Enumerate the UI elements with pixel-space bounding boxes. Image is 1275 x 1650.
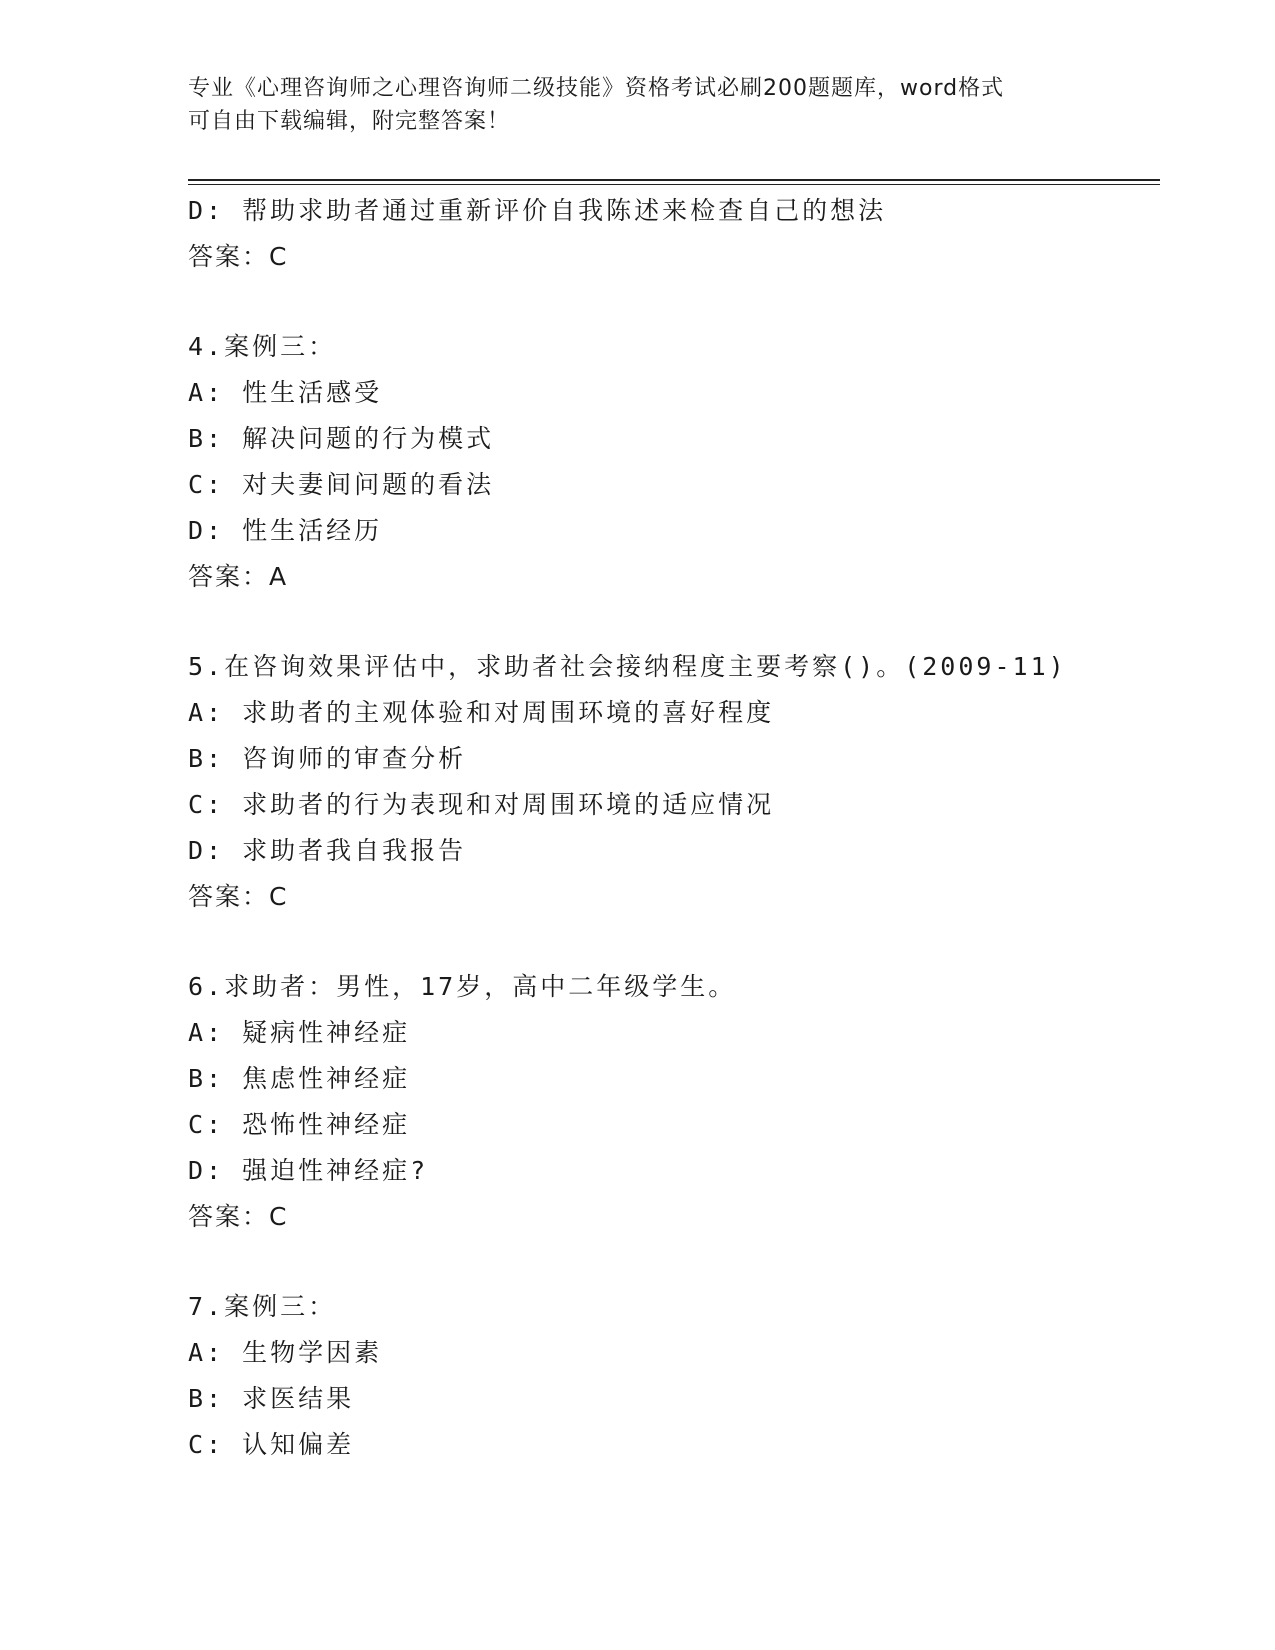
option-d: D: 求助者我自我报告 [188,836,467,865]
option-c: C: 求助者的行为表现和对周围环境的适应情况 [188,790,775,819]
option-a: A: 生物学因素 [188,1338,383,1367]
answer: 答案：A [188,562,289,591]
option-a: A: 性生活感受 [188,378,383,407]
option-a: A: 疑病性神经症 [188,1018,411,1047]
question-5 [188,644,1148,920]
question-stem: 6.求助者：男性，17岁，高中二年级学生。 [188,972,737,1001]
option-c: C: 对夫妻间问题的看法 [188,470,495,499]
header-divider-thick [188,179,1160,181]
option-c: C: 恐怖性神经症 [188,1110,411,1139]
option-d: D: 性生活经历 [188,516,383,545]
option-b: B: 求医结果 [188,1384,355,1413]
question-stem: 7.案例三： [188,1292,337,1321]
question-stem: 4.案例三： [188,332,337,361]
header-line-2: 可自由下载编辑，附完整答案！ [188,109,511,134]
option-b: B: 焦虑性神经症 [188,1064,411,1093]
answer: 答案：C [188,1202,289,1231]
option-a: A: 求助者的主观体验和对周围环境的喜好程度 [188,698,775,727]
option-b: B: 咨询师的审查分析 [188,744,467,773]
answer: 答案：C [188,242,289,271]
answer: 答案：C [188,882,289,911]
document-header [188,72,1088,138]
option-b: B: 解决问题的行为模式 [188,424,495,453]
option-c: C: 认知偏差 [188,1430,355,1459]
question-7 [188,1284,1148,1468]
question-6 [188,964,1148,1240]
question-list [188,188,1148,1468]
header-line-1: 专业《心理咨询师之心理咨询师二级技能》资格考试必刷200题题库，word格式 [188,76,1005,101]
header-divider-thin [188,184,1160,185]
option-d: D: 强迫性神经症? [188,1156,429,1185]
option-d: D: 帮助求助者通过重新评价自我陈述来检查自己的想法 [188,196,887,225]
question-stem: 5.在咨询效果评估中，求助者社会接纳程度主要考察()。(2009-11) [188,652,1067,681]
question-4 [188,324,1148,600]
